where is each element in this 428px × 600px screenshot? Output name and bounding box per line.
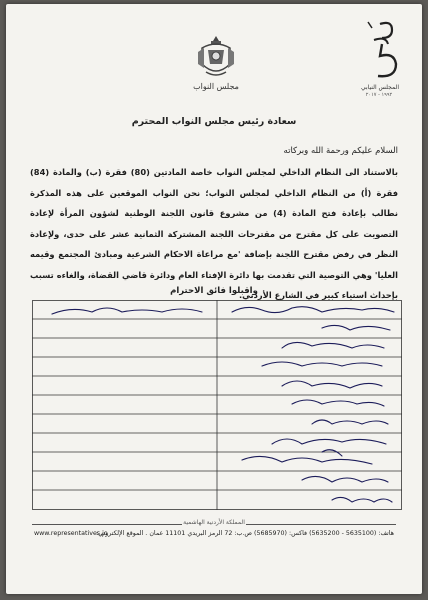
footer-emblem-caption: المملكة الأردنية الهاشمية bbox=[182, 516, 246, 530]
signature-mark bbox=[312, 420, 388, 424]
letter-page bbox=[6, 4, 422, 594]
signature-mark bbox=[272, 439, 386, 444]
signature-mark bbox=[242, 456, 372, 464]
signature-mark bbox=[232, 307, 394, 313]
letter-greeting: السلام عليكم ورحمة الله وبركاته bbox=[283, 146, 398, 156]
footer-website-link[interactable]: www.representatives.jo bbox=[34, 530, 108, 537]
signature-mark bbox=[282, 381, 382, 388]
signature-mark bbox=[52, 308, 202, 314]
parliament-anniversary-logo-icon bbox=[358, 18, 408, 84]
signature-mark bbox=[322, 450, 342, 456]
logo-caption: المجلس النيابي bbox=[361, 84, 399, 91]
signature-mark bbox=[322, 325, 390, 330]
signature-mark bbox=[302, 476, 388, 482]
logo-years: ١٩٩٢ - ٢٠١٧ bbox=[365, 92, 393, 98]
signature-mark bbox=[282, 342, 384, 348]
jordan-crest-icon bbox=[196, 34, 236, 80]
signature-mark bbox=[262, 362, 382, 366]
emblem-caption: مجلس النواب bbox=[193, 82, 239, 91]
signature-table bbox=[32, 300, 402, 510]
signature-mark bbox=[292, 400, 384, 406]
letter-closing: واقبلوا فائق الاحترام bbox=[170, 286, 258, 296]
letter-body bbox=[30, 162, 398, 306]
signature-mark bbox=[332, 497, 392, 502]
letter-title: سعادة رئيس مجلس النواب المحترم bbox=[131, 116, 297, 127]
footer-contact-info: هاتف: (5635100 - 5635200) فاكس: (5685970) ص.ب: 72 الرمز البريدي 11101 عمان . الموقع الإلكتروني: bbox=[96, 530, 394, 537]
letter-paragraph: بالاستناد الى النظام الداخلي لمجلس النواب خاصة المادتين (80) فقرة (ب) والمادة (84) فقرة (أ) من النظام الداخلي لمجلس النواب؛ نحن النواب الموقعين على هذه المذكرة نطالب بإعادة فتح المادة (4) من مشروع قانون اللجنة الوطنية لشؤون المرأة لإعادة التصويت على كل مقترح من مقترحات اللجنة المشتركة الثمانية عشر على حدى، ولإعادة النظر في رفض مقترح اللجنة بإضافة 'مع مراعاة الاحكام الشرعية ومبادئ المجتمع وقيمه العليا' وهي التوصية التي تقدمت بها دائرة الإفتاء العام ودائرة قاضي القضاة، والغاءه تسبب بإحداث استياء كبير في الشارع الأردني. bbox=[30, 167, 398, 300]
